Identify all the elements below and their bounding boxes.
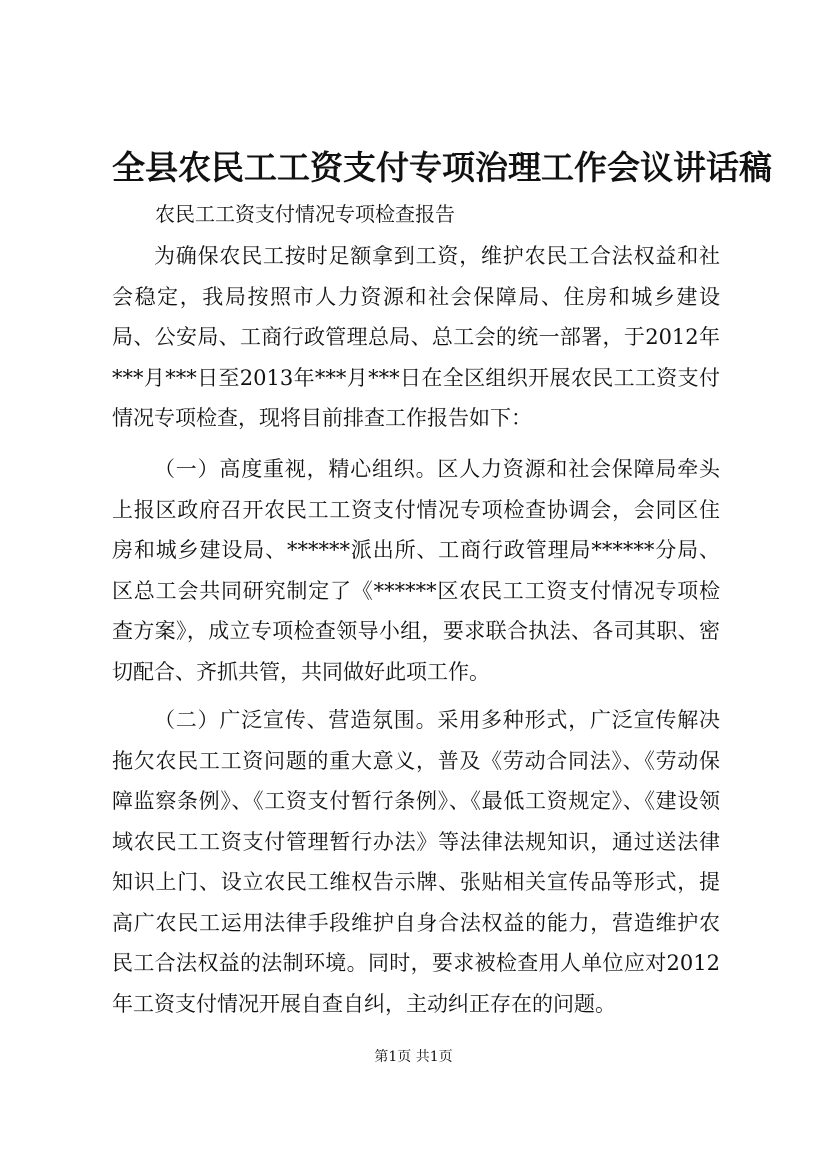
page-number-footer: 第1页 共1页 [374, 1049, 453, 1065]
document-subtitle: 农民工工资支付情况专项检查报告 [155, 202, 455, 226]
body-paragraph-section-2: （二）广泛宣传、营造氛围。采用多种形式，广泛宣传解决拖欠农民工工资问题的重大意义，普及《劳动合同法》、《劳动保障监察条例》、《工资支付暂行条例》、《最低工资规定》、《建设领域农民工工资支付管理暂行办法》等法律法规知识，通过送法律知识上门、设立农民工维权告示牌、张贴相关宣传品等形式，提高广农民工运用法律手段维护自身合法权益的能力，营造维护农民工合法权益的法制环境。同时，要求被检查用人单位应对2012年工资支付情况开展自查自纠，主动纠正存在的问题。 [112, 708, 720, 1016]
body-paragraph-intro: 为确保农民工按时足额拿到工资，维护农民工合法权益和社会稳定，我局按照市人力资源和社会保障局、住房和城乡建设局、公安局、工商行政管理总局、总工会的统一部署，于2012年***月***日至2013年***月***日在全区组织开展农民工工资支付情况专项检查，现将目前排查工作报告如下： [112, 244, 720, 430]
document-title: 全县农民工工资支付专项治理工作会议讲话稿 [112, 148, 772, 187]
body-paragraph-section-1: （一）高度重视，精心组织。区人力资源和社会保障局牵头上报区政府召开农民工工资支付情况专项检查协调会，会同区住房和城乡建设局、******派出所、工商行政管理局******分局、区总工会共同研究制定了《******区农民工工资支付情况专项检查方案》，成立专项检查领导小组，要求联合执法、各司其职、密切配合、齐抓共管，共同做好此项工作。 [112, 457, 720, 684]
